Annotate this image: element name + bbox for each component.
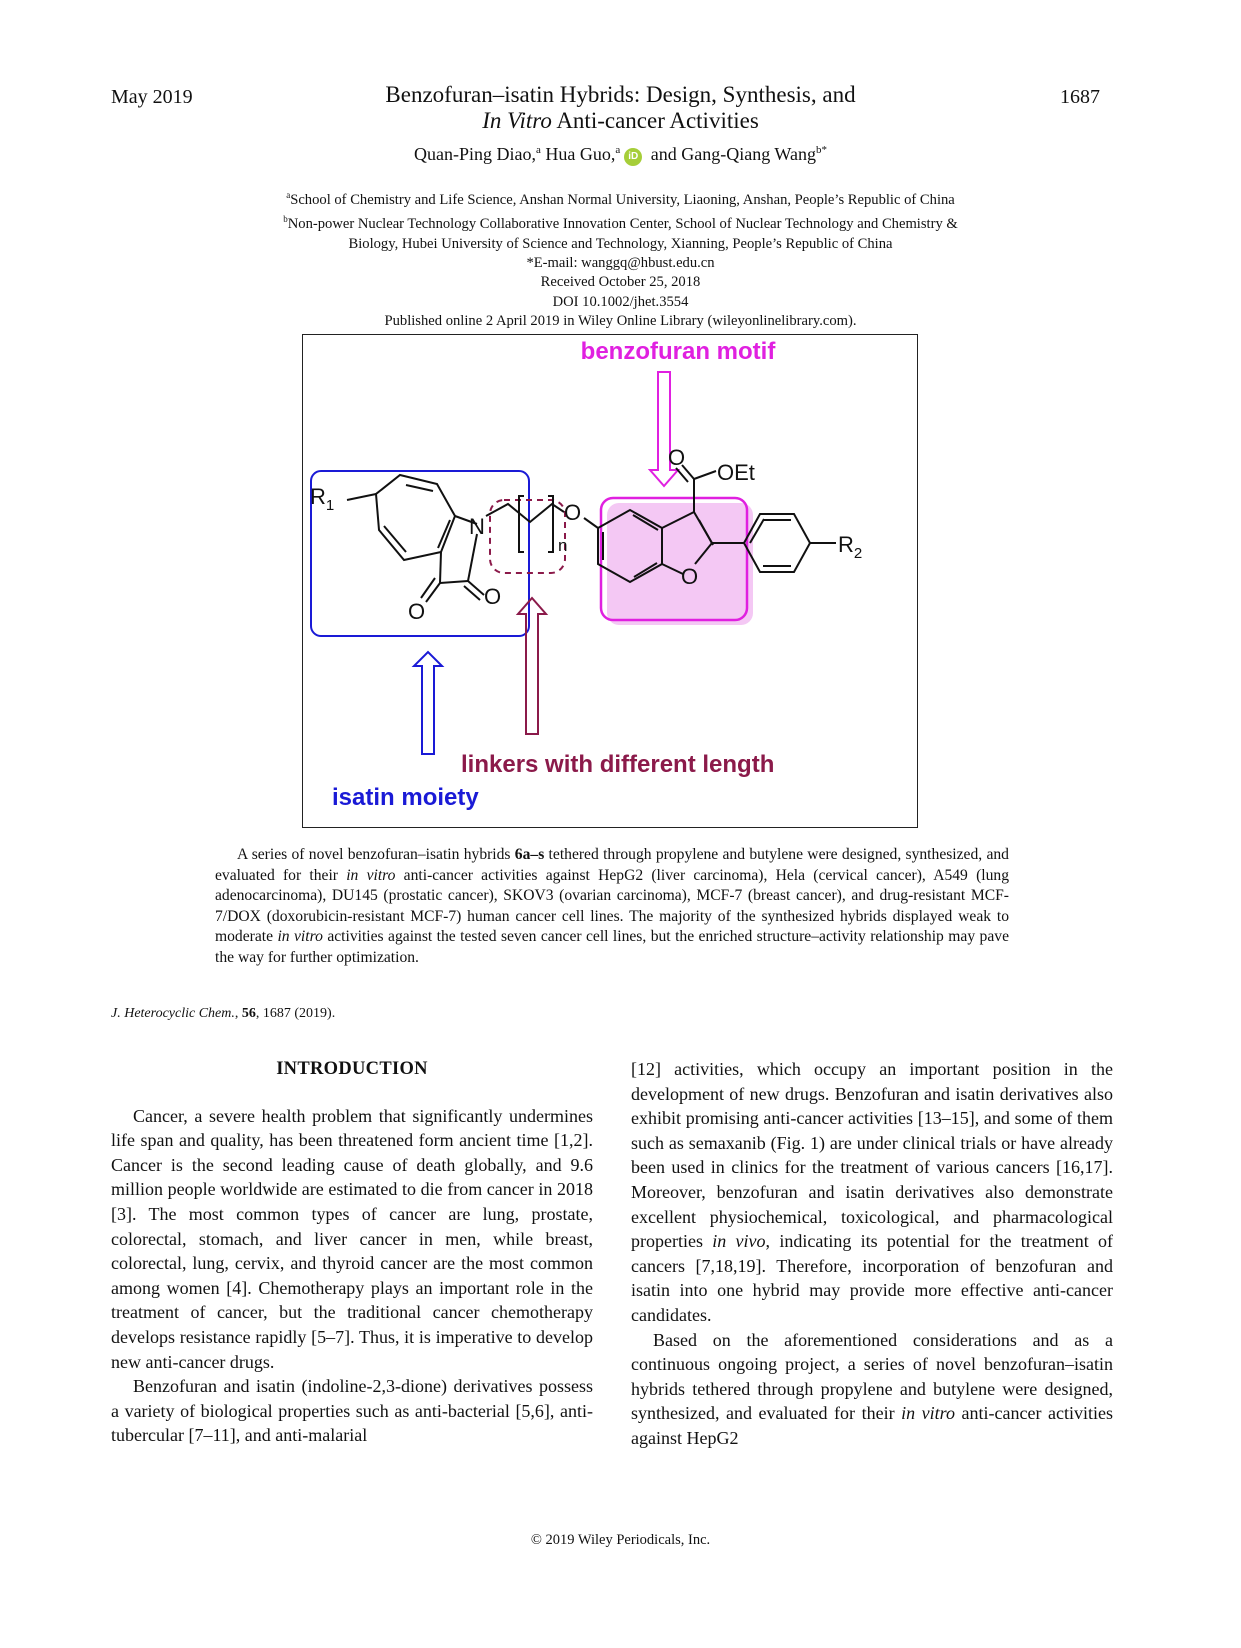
intro-paragraph-2-cont <box>631 1057 1113 1328</box>
para3-text-a: Based on the aforementioned considerations and as a continuous ongoing project, a series of novel benzofuran–isatin hybrids tethered through propylene and butylene were designed, synthesized, and evaluated for their <box>631 1329 1113 1424</box>
affiliation-a <box>0 186 1241 210</box>
abstract-text-4: activities against the tested seven cancer cell lines, but the enriched structure–activity relationship may pave the way for further optimization. <box>215 928 1009 966</box>
citation-rest: , 1687 (2019). <box>255 1006 336 1021</box>
para3-italic: in vitro <box>901 1403 955 1424</box>
graphical-abstract <box>302 334 918 828</box>
affiliation-a-mark: a <box>286 190 291 200</box>
abstract-text-1: A series of novel benzofuran–isatin hybrids <box>237 846 515 863</box>
affiliation-b <box>0 210 1241 234</box>
para-text-a: [12] activities, which occupy an important position in the development of new drugs. Benzofuran and isatin derivatives also exhibit promising anti-cancer activities [13–15], and some of them such as semaxanib (Fig. 1) are under clinical trials or have already been used in clinics for the treatment of various cancers [16,17]. Moreover, benzofuran and isatin derivatives also demonstrate excellent physiochemical, toxicological, and pharmacological properties <box>631 1059 1113 1252</box>
group-oet: OEt <box>717 460 755 485</box>
affiliation-b-text-1: Non-power Nuclear Technology Collaborative Innovation Center, School of Nuclear Technology and Chemistry & <box>287 216 958 233</box>
benzofuran-shadow-box <box>607 503 753 625</box>
abstract-text-2: tethered through propylene and butylene were designed, synthesized, and evaluated for their <box>215 846 1009 884</box>
orcid-icon[interactable]: iD <box>624 148 642 166</box>
atom-o-furan: O <box>681 564 699 589</box>
received-date: Received October 25, 2018 <box>540 274 701 291</box>
author-list <box>0 144 1241 166</box>
author-3-affil: b* <box>815 144 827 156</box>
abstract-compounds: 6a–s <box>514 846 545 863</box>
copyright-footer: © 2019 Wiley Periodicals, Inc. <box>530 1532 711 1548</box>
affiliations <box>0 186 1241 332</box>
doi[interactable]: DOI 10.1002/jhet.3554 <box>552 293 689 310</box>
abstract-italic-1: in vitro <box>346 866 396 884</box>
intro-paragraph-3 <box>631 1328 1113 1451</box>
section-heading-introduction: INTRODUCTION <box>276 1059 428 1079</box>
author-3: and Gang-Qiang Wang <box>646 144 816 164</box>
citation-sep: , <box>234 1006 242 1021</box>
atom-r1: $R_1$ <box>310 484 335 514</box>
atom-o-ketone: O <box>408 599 426 624</box>
citation-journal: J. Heterocyclic Chem. <box>111 1006 235 1021</box>
abstract-italic-2: in vitro <box>277 928 323 946</box>
para-italic: in vivo <box>712 1231 766 1252</box>
affiliation-a-text: School of Chemistry and Life Science, Anshan Normal University, Liaoning, Anshan, People’s Republic of China <box>290 191 955 208</box>
article-title <box>0 82 1241 134</box>
atom-r2: $R_2$ <box>838 532 863 562</box>
atom-o-ester: O <box>668 445 686 470</box>
affiliation-b-mark: b <box>283 214 288 225</box>
title-line-2 <box>0 108 1241 134</box>
title-italic: In Vitro <box>482 108 552 133</box>
intro-paragraph-1: Cancer, a severe health problem that significantly undermines life span and quality, has been threatened form ancient time [1,2]. Cancer is the second leading cause of death globally, and 9.6 million people worldwide are estimated to die from cancer in 2018 [3]. The most common types of cancer are lung, prostate, colorectal, stomach, and liver cancer in men, while breast, colorectal, lung, cervix, and thyroid cancer are the most common among women [4]. Chemotherapy plays an important role in the treatment of cancer, but the traditional cancer chemotherapy develops resistance rapidly [5–7]. Thus, it is imperative to develop new anti-cancer drugs. <box>111 1105 593 1372</box>
linker-chain <box>486 496 598 552</box>
corresponding-email[interactable]: *E-mail: wanggq@hbust.edu.cn <box>526 254 715 271</box>
title-line-1: Benzofuran–isatin Hybrids: Design, Synthesis, and <box>385 82 856 107</box>
published-online: Published online 2 April 2019 in Wiley Online Library (wileyonlinelibrary.com). <box>384 313 857 330</box>
para3-text-b: anti-cancer activities against HepG2 <box>631 1403 1113 1448</box>
affiliation-b-cont: Biology, Hubei University of Science and Technology, Xianning, People’s Republic of China <box>348 235 893 252</box>
isatin-arrow <box>414 652 442 754</box>
page-number: 1687 <box>1060 86 1100 108</box>
label-isatin-moiety: isatin moiety <box>332 784 479 811</box>
author-2-affil: a <box>615 144 621 156</box>
atom-o-ether: O <box>564 500 582 525</box>
label-benzofuran-motif: benzofuran motif <box>580 338 776 365</box>
body-column-right <box>631 1057 1113 1451</box>
body-column-left <box>111 1057 593 1448</box>
phenyl-ring <box>744 514 836 572</box>
title-rest: Anti-cancer Activities <box>551 108 759 133</box>
journal-citation <box>111 1006 335 1022</box>
linker-arrow <box>518 598 546 734</box>
abstract-text-3: anti-cancer activities against HepG2 (liver carcinoma), Hela (cervical cancer), A549 (lung adenocarcinoma), DU145 (prostatic cancer), SKOV3 (ovarian carcinoma), MCF-7 (breast cancer), and drug-resistant MCF-7/DOX (doxorubicin-resistant MCF-7) human cancer cell lines. The majority of the synthesized hybrids displayed weak to moderate <box>215 866 1009 946</box>
atom-o-amide: O <box>484 584 502 609</box>
isatin-structure <box>347 475 484 602</box>
intro-paragraph-2: Benzofuran and isatin (indoline-2,3-dione) derivatives possess a variety of biological properties such as anti-bacterial [5,6], anti-tubercular [7–11], and anti-malarial <box>111 1376 593 1446</box>
author-1-affil: a <box>536 144 541 156</box>
abstract <box>215 845 1009 969</box>
para-text-b: , indicating its potential for the treatment of cancers [7,18,19]. Therefore, incorporation of benzofuran and isatin into one hybrid may provide more effective anti-cancer candidates. <box>631 1231 1113 1325</box>
author-2: Hua Guo, <box>540 144 616 164</box>
citation-volume: 56 <box>241 1006 256 1021</box>
subscript-n: n <box>558 536 568 555</box>
atom-n: N <box>469 514 485 539</box>
running-header-date: May 2019 <box>111 86 193 108</box>
author-1: Quan-Ping Diao, <box>414 144 536 164</box>
label-linkers: linkers with different length <box>461 751 775 778</box>
